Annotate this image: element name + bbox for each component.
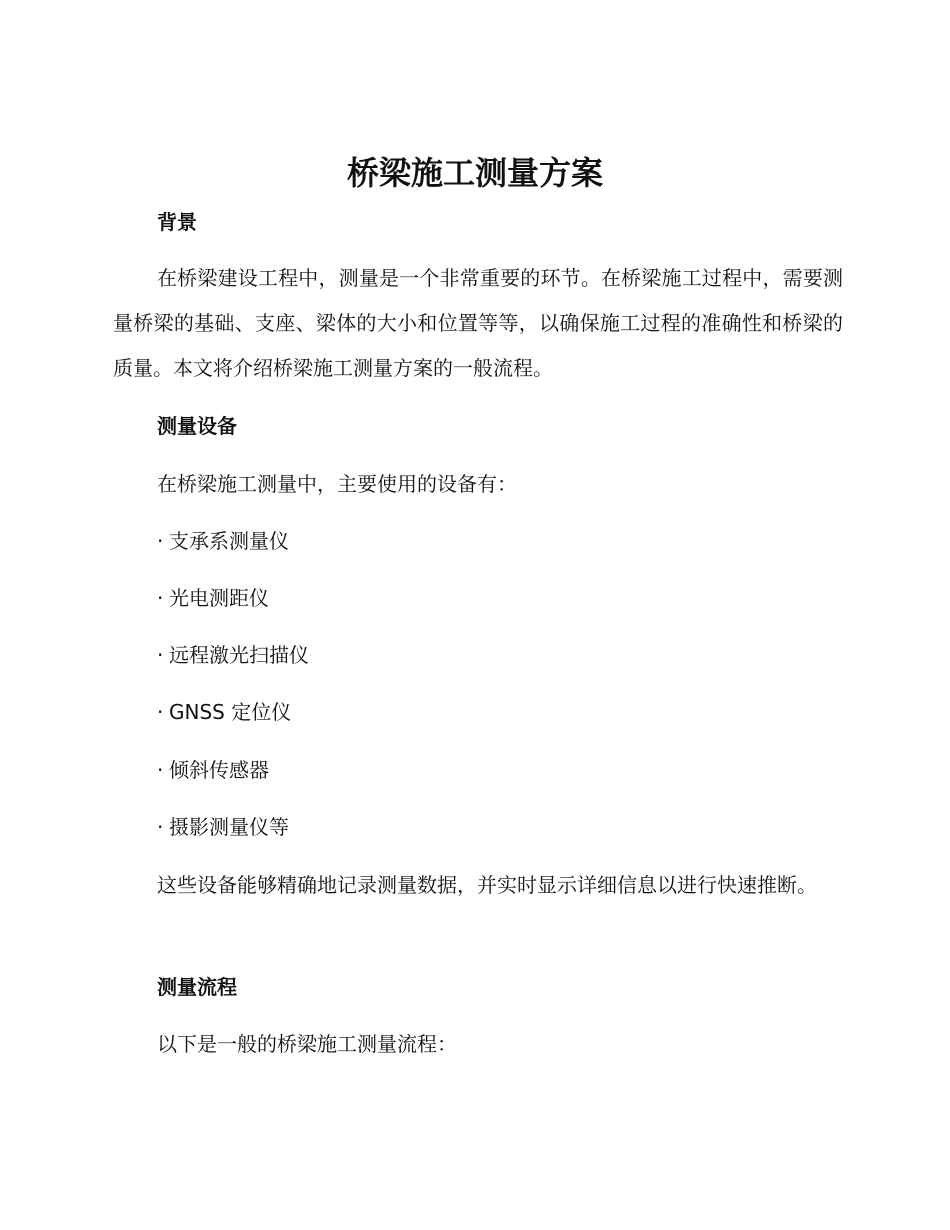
list-item [157, 583, 269, 613]
list-item-text: GNSS 定位仪 [169, 700, 292, 724]
list-item-text: 光电测距仪 [169, 586, 269, 610]
bullet-marker: · [157, 586, 164, 610]
list-item [157, 755, 269, 785]
process-intro: 以下是一般的桥梁施工测量流程： [157, 1032, 457, 1056]
bullet-marker: · [157, 758, 164, 782]
equipment-intro: 在桥梁施工测量中，主要使用的设备有： [157, 472, 517, 496]
list-item-text: 倾斜传感器 [169, 758, 269, 782]
list-item-text: 支承系测量仪 [169, 529, 289, 553]
list-item-text: 远程激光扫描仪 [169, 643, 309, 667]
list-item [157, 697, 291, 727]
list-item [157, 526, 289, 556]
bullet-marker: · [157, 700, 164, 724]
section-heading-equipment: 测量设备 [157, 414, 237, 438]
bullet-marker: · [157, 643, 164, 667]
background-paragraph: 在桥梁建设工程中，测量是一个非常重要的环节。在桥梁施工过程中，需要测量桥梁的基础、支座、梁体的大小和位置等等，以确保施工过程的准确性和桥梁的质量。本文将介绍桥梁施工测量方案的一般流程。 [113, 266, 843, 380]
equipment-closing-paragraph: 这些设备能够精确地记录测量数据，并实时显示详细信息以进行快速推断。 [157, 873, 817, 897]
bullet-marker: · [157, 815, 164, 839]
section-heading-process: 测量流程 [157, 975, 237, 999]
bullet-marker: · [157, 529, 164, 553]
list-item [157, 640, 309, 670]
document-title: 桥梁施工测量方案 [346, 154, 603, 192]
list-item [157, 812, 289, 842]
section-heading-background: 背景 [157, 210, 197, 234]
list-item-text: 摄影测量仪等 [169, 815, 289, 839]
